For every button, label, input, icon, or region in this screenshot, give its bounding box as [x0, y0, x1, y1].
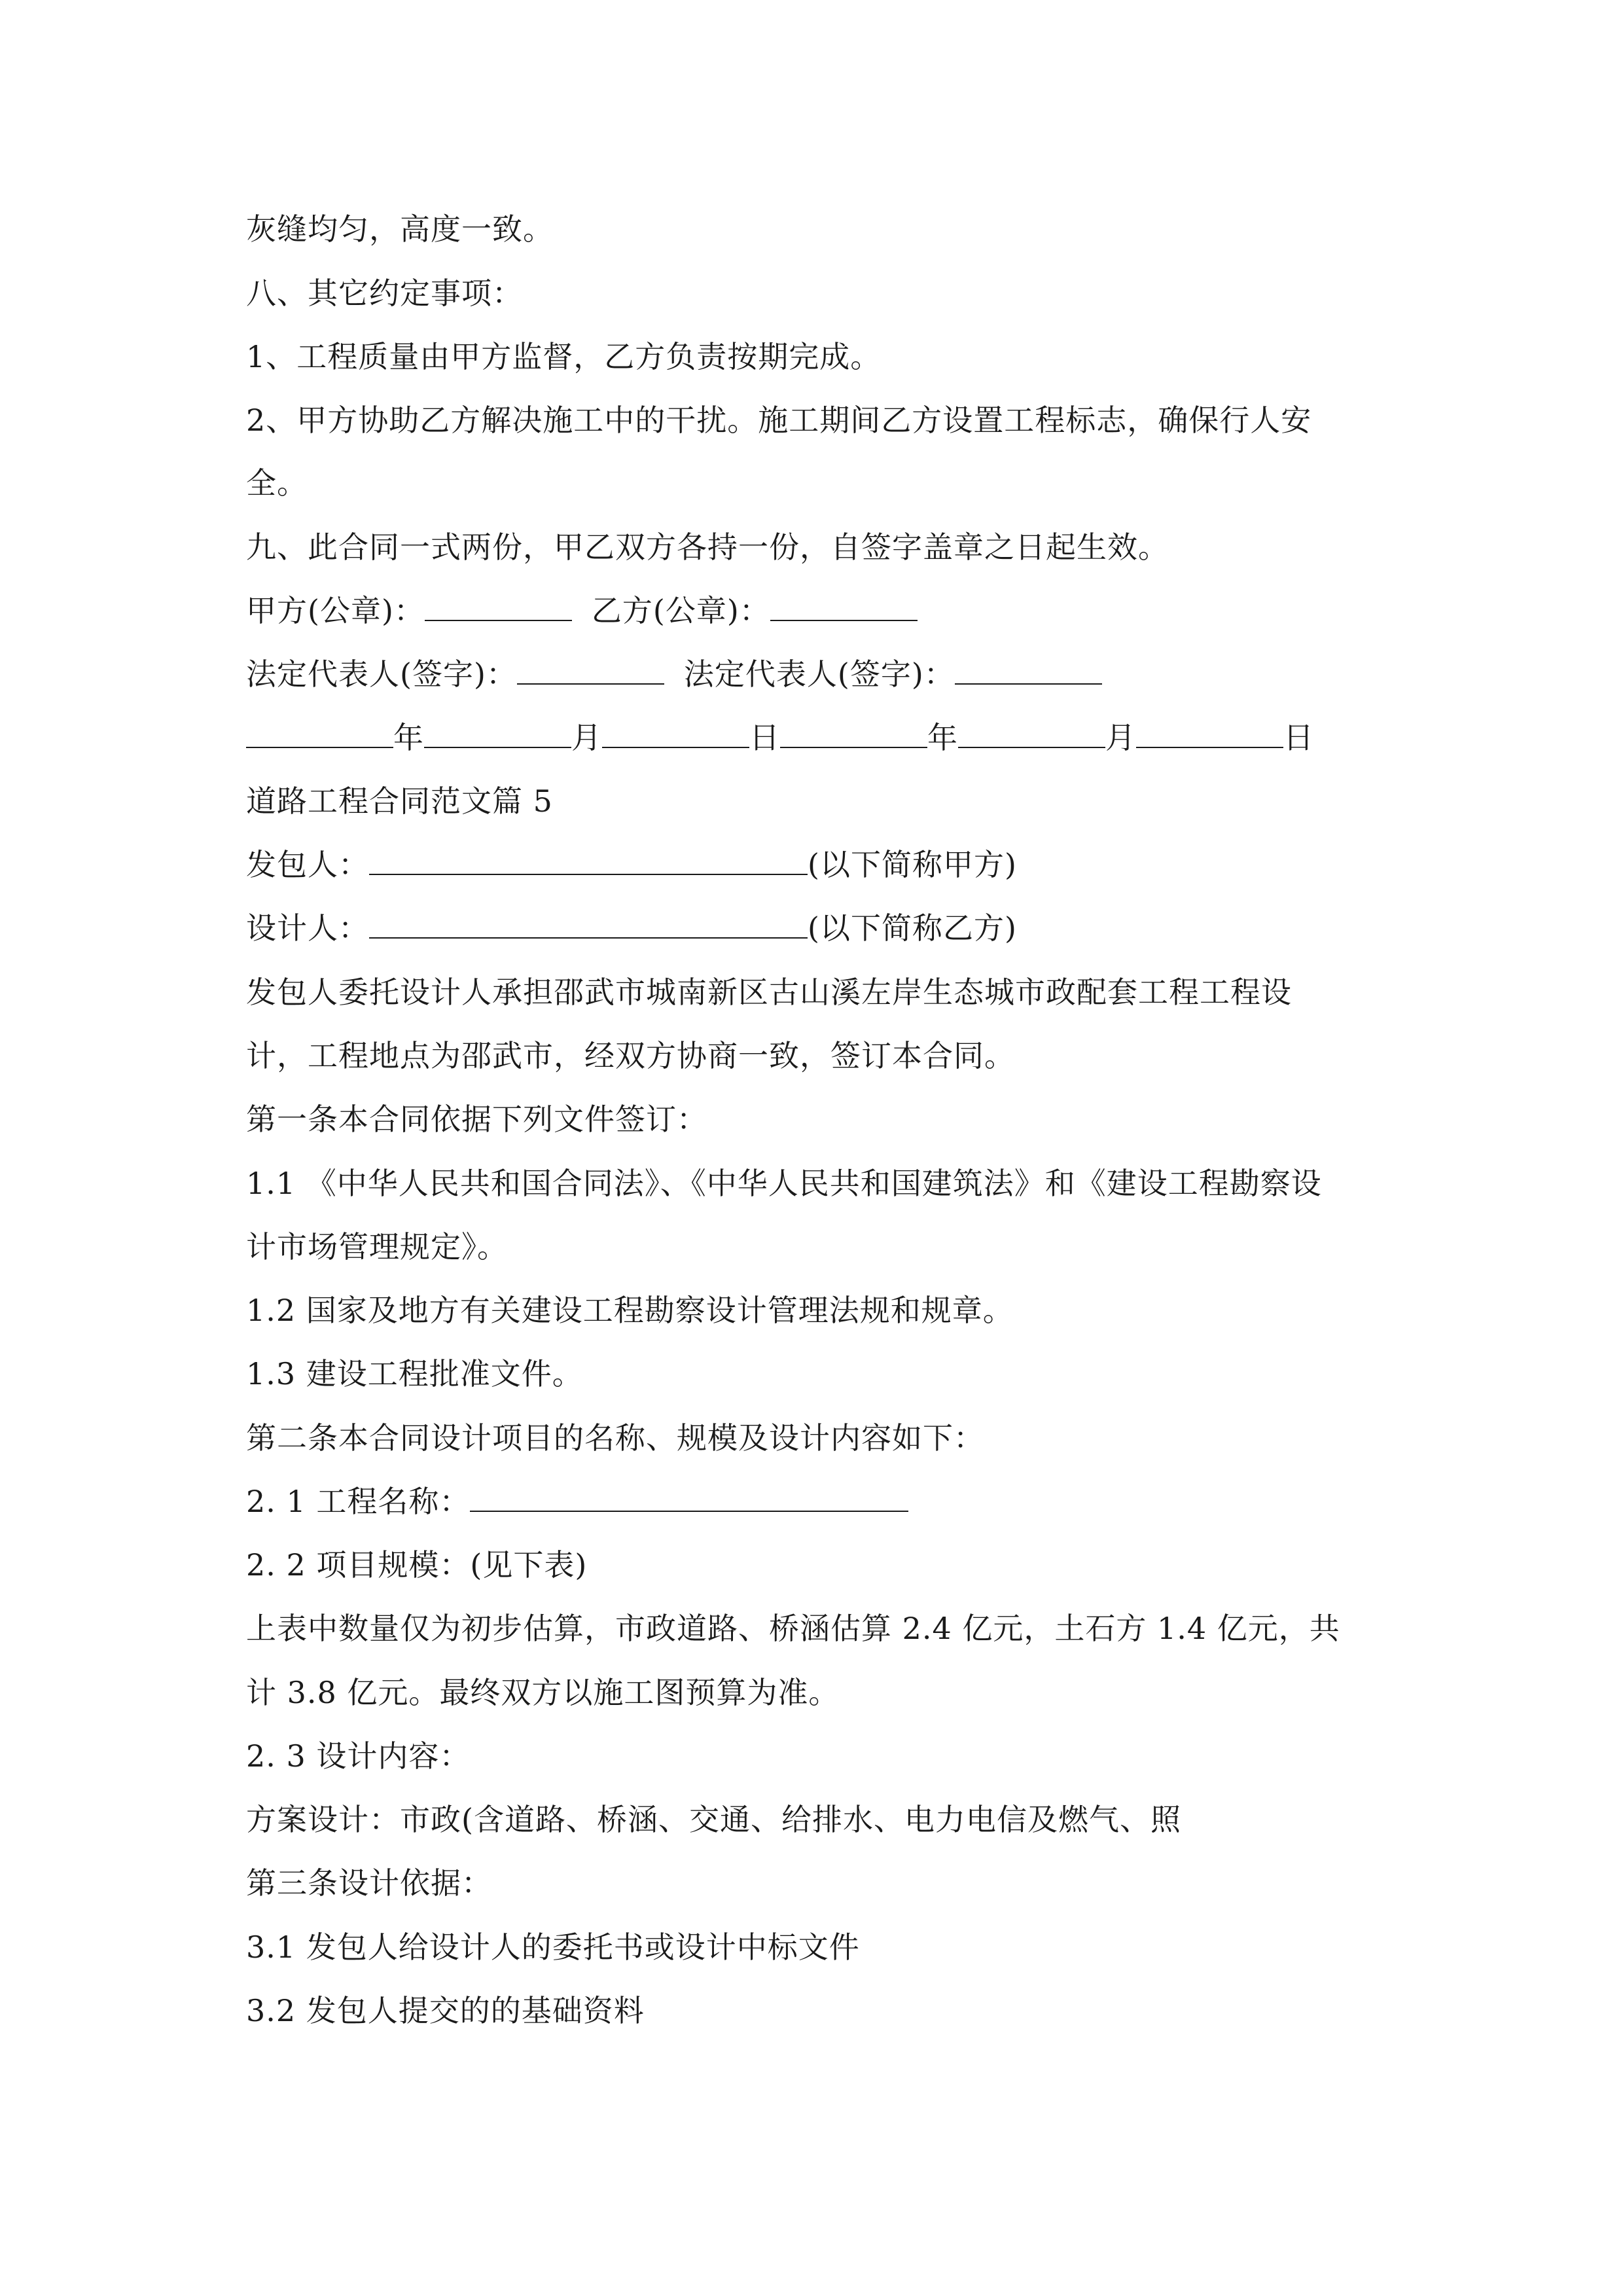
year-a-field[interactable]	[246, 718, 393, 748]
section-heading: 九、此合同一式两份，甲乙双方各持一份，自签字盖章之日起生效。	[246, 529, 1169, 565]
text-line: 2、甲方协助乙方解决施工中的干扰。施工期间乙方设置工程标志，确保行人安	[246, 403, 1312, 438]
text-line: 计 3.8 亿元。最终双方以施工图预算为准。	[246, 1675, 840, 1710]
text-line: 上表中数量仅为初步估算，市政道路、桥涵估算 2.4 亿元，土石方 1.4 亿元，共	[246, 1611, 1340, 1646]
date-line	[246, 718, 1314, 757]
day-b-field[interactable]	[1136, 718, 1283, 748]
clause-heading: 第二条本合同设计项目的名称、规模及设计内容如下：	[246, 1420, 984, 1456]
clause-heading: 第三条设计依据：	[246, 1865, 492, 1901]
rep-b-label: 法定代表人(签字)：	[683, 656, 955, 692]
text-line: 全。	[246, 465, 308, 501]
employer-line	[246, 845, 1017, 884]
text-line: 1、工程质量由甲方监督，乙方负责按期完成。	[246, 339, 882, 374]
designer-label: 设计人：	[246, 910, 369, 946]
text-line: 方案设计：市政(含道路、桥涵、交通、给排水、电力电信及燃气、照	[246, 1802, 1181, 1837]
text-line: 1.2 国家及地方有关建设工程勘察设计管理法规和规章。	[246, 1293, 1014, 1328]
month-b-label: 月	[1105, 720, 1136, 755]
designer-suffix: (以下简称乙方)	[808, 910, 1017, 946]
rep-a-signature-field[interactable]	[517, 655, 664, 685]
day-b-label: 日	[1283, 720, 1314, 755]
text-line: 3.1 发包人给设计人的委托书或设计中标文件	[246, 1929, 860, 1965]
section-heading: 八、其它约定事项：	[246, 276, 523, 311]
rep-b-signature-field[interactable]	[955, 655, 1102, 685]
year-b-label: 年	[927, 720, 958, 755]
text-line: 计市场管理规定》。	[246, 1229, 508, 1265]
text-line: 2. 2 项目规模：(见下表)	[246, 1547, 588, 1583]
designer-line	[246, 908, 1017, 948]
project-name-field[interactable]	[470, 1482, 908, 1512]
year-a-label: 年	[393, 720, 424, 755]
representative-line	[246, 655, 1102, 694]
project-name-line	[246, 1482, 908, 1521]
project-name-label: 2. 1 工程名称：	[246, 1484, 471, 1519]
seal-line	[246, 591, 918, 630]
rep-a-label: 法定代表人(签字)：	[246, 656, 517, 692]
text-line: 2. 3 设计内容：	[246, 1738, 471, 1774]
article-title: 道路工程合同范文篇 5	[246, 783, 553, 819]
party-b-seal-field[interactable]	[770, 591, 918, 621]
month-a-label: 月	[571, 720, 602, 755]
day-a-label: 日	[749, 720, 780, 755]
text-line: 1.1 《中华人民共和国合同法》、《中华人民共和国建筑法》和《建设工程勘察设	[246, 1166, 1322, 1201]
month-a-field[interactable]	[424, 718, 571, 748]
party-b-seal-label: 乙方(公章)：	[591, 593, 770, 628]
text-line: 灰缝均匀，高度一致。	[246, 211, 554, 247]
clause-heading: 第一条本合同依据下列文件签订：	[246, 1102, 707, 1137]
text-line: 计，工程地点为邵武市，经双方协商一致，签订本合同。	[246, 1038, 1015, 1073]
text-line: 3.2 发包人提交的的基础资料	[246, 1993, 645, 2028]
year-b-field[interactable]	[780, 718, 927, 748]
month-b-field[interactable]	[958, 718, 1105, 748]
text-line: 1.3 建设工程批准文件。	[246, 1356, 583, 1391]
party-a-seal-label: 甲方(公章)：	[246, 593, 425, 628]
designer-field[interactable]	[369, 908, 808, 939]
text-line: 发包人委托设计人承担邵武市城南新区古山溪左岸生态城市政配套工程工程设	[246, 975, 1292, 1010]
employer-label: 发包人：	[246, 847, 369, 882]
party-a-seal-field[interactable]	[425, 591, 572, 621]
employer-field[interactable]	[369, 845, 808, 875]
day-a-field[interactable]	[602, 718, 749, 748]
employer-suffix: (以下简称甲方)	[808, 847, 1017, 882]
